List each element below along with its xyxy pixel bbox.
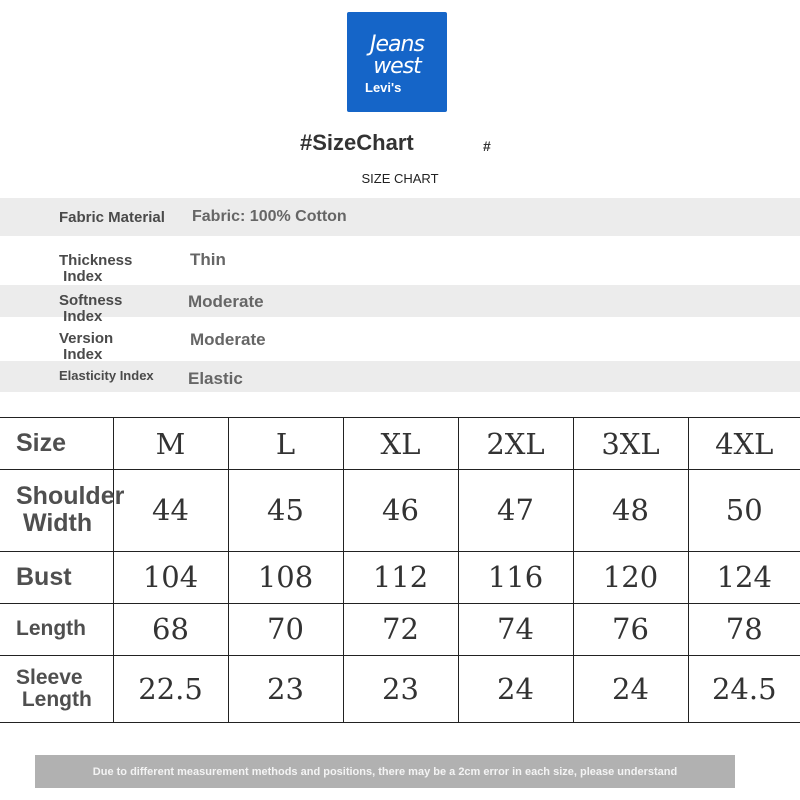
table-cell: 22.5 [113,656,228,723]
table-cell: 24 [458,656,573,723]
size-header-cell: 4XL [688,418,800,470]
page-title: #SizeChart [300,130,414,155]
table-cell: 74 [458,603,573,655]
table-cell: 68 [113,603,228,655]
table-header-row [0,418,800,470]
table-row [0,603,800,655]
table-cell: 46 [343,470,458,552]
attribute-value-softness: Moderate [188,292,264,311]
table-cell: 112 [343,551,458,603]
brand-logo-line1: Jeans [370,32,424,57]
size-header-cell: 3XL [573,418,688,470]
size-header-cell: L [228,418,343,470]
row-label-length: Length [0,603,113,655]
attribute-label-thickness: Thickness Index [59,252,133,285]
table-cell: 124 [688,551,800,603]
table-cell: 108 [228,551,343,603]
table-cell: 44 [113,470,228,552]
attribute-value-elasticity: Elastic [188,369,243,388]
table-row [0,551,800,603]
attribute-value-thickness: Thin [190,250,226,269]
hash-mark: # [483,138,491,154]
table-cell: 76 [573,603,688,655]
attribute-label-fabric: Fabric Material [59,209,165,226]
table-cell: 70 [228,603,343,655]
table-cell: 104 [113,551,228,603]
size-header-cell: XL [343,418,458,470]
table-cell: 50 [688,470,800,552]
table-cell: 45 [228,470,343,552]
attribute-label-elasticity: Elasticity Index [59,368,154,383]
row-label-sleeve-length: Sleeve Length [0,656,113,723]
table-cell: 24 [573,656,688,723]
attribute-label-softness: Softness Index [59,292,123,325]
row-label-shoulder-width: Shoulder Width [0,470,113,552]
table-cell: 23 [228,656,343,723]
table-row [0,656,800,723]
row-label-bust: Bust [0,551,113,603]
table-cell: 23 [343,656,458,723]
table-cell: 72 [343,603,458,655]
size-header-cell: M [113,418,228,470]
table-cell: 48 [573,470,688,552]
row-label-size: Size [0,418,113,470]
size-table [0,417,800,723]
size-header-cell: 2XL [458,418,573,470]
attribute-value-fabric: Fabric: 100% Cotton [192,208,347,225]
table-row [0,470,800,552]
brand-logo-line2: west [373,54,421,79]
table-cell: 78 [688,603,800,655]
measurement-note-bar [35,755,735,788]
table-cell: 24.5 [688,656,800,723]
brand-logo [347,12,447,112]
table-cell: 116 [458,551,573,603]
page-subtitle: SIZE CHART [361,171,439,186]
brand-logo-line3: Levi's [365,80,402,95]
measurement-note: Due to different measurement methods and positions, there may be a 2cm error in each size, please understand [92,766,678,778]
table-cell: 47 [458,470,573,552]
table-cell: 120 [573,551,688,603]
attribute-value-version: Moderate [190,330,266,349]
attribute-label-version: Version Index [59,330,114,363]
